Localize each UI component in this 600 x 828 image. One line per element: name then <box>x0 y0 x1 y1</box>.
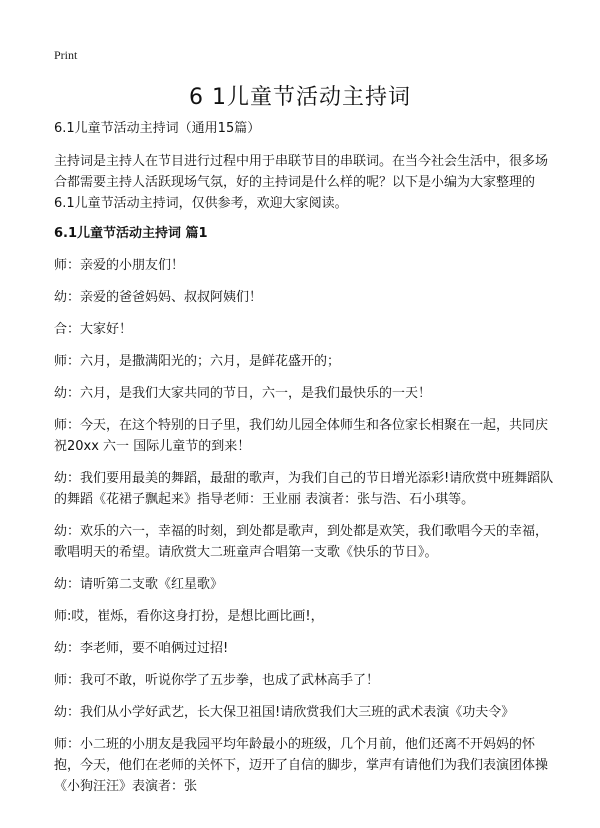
dialogue-line: 幼：我们从小学好武艺，长大保卫祖国!请欣赏我们大三班的武术表演《功夫令》 <box>54 705 515 720</box>
page-title: 6 1儿童节活动主持词 <box>189 85 411 110</box>
dialogue-line: 合：大家好！ <box>54 322 133 337</box>
dialogue-line: 师：六月，是撒满阳光的；六月，是鲜花盛开的； <box>54 354 341 369</box>
dialogue-line: 幼：我们要用最美的舞蹈，最甜的歌声，为我们自己的节日增光添彩!请欣赏中班舞蹈队的舞蹈《花裙子飘起来》指导老师：王业丽 表演者：张与浩、石小琪等。 <box>54 471 554 507</box>
section-heading: 6.1儿童节活动主持词 篇1 <box>54 226 208 241</box>
document-subtitle: 6.1儿童节活动主持词（通用15篇） <box>54 121 261 136</box>
dialogue-line: 师:哎，崔烁，看你这身打扮，是想比画比画!， <box>54 609 324 624</box>
dialogue-line: 幼：六月，是我们大家共同的节日，六一，是我们最快乐的一天！ <box>54 386 432 401</box>
dialogue-line: 幼：李老师，要不咱俩过过招! <box>54 641 229 656</box>
dialogue-line: 师：亲爱的小朋友们！ <box>54 258 185 273</box>
dialogue-line: 幼：欢乐的六一，幸福的时刻，到处都是歌声，到处都是欢笑，我们歌唱今天的幸福，歌唱明天的希望。请欣赏大二班童声合唱第一支歌《快乐的节日》。 <box>54 524 549 560</box>
dialogue-line: 师：小二班的小朋友是我园平均年龄最小的班级，几个月前，他们还离不开妈妈的怀抱，今天，他们在老师的关怀下，迈开了自信的脚步，掌声有请他们为我们表演团体操《小狗汪汪》表演者：张 <box>54 737 549 794</box>
intro-paragraph: 主持词是主持人在节目进行过程中用于串联节目的串联词。在当今社会生活中，很多场合都需要主持人活跃现场气氛，好的主持词是什么样的呢？以下是小编为大家整理的6.1儿童节活动主持词，仅供参考，欢迎大家阅读。 <box>54 154 549 211</box>
dialogue-line: 幼：请听第二支歌《红星歌》 <box>54 577 224 592</box>
dialogue-line: 师：今天，在这个特别的日子里，我们幼儿园全体师生和各位家长相聚在一起，共同庆祝20xx 六一 国际儿童节的到来！ <box>54 418 549 454</box>
dialogue-line: 幼：亲爱的爸爸妈妈、叔叔阿姨们！ <box>54 290 263 305</box>
print-link[interactable]: Print <box>54 48 78 62</box>
dialogue-line: 师：我可不敢，听说你学了五步拳，也成了武林高手了！ <box>54 673 380 688</box>
document-body <box>54 120 554 808</box>
